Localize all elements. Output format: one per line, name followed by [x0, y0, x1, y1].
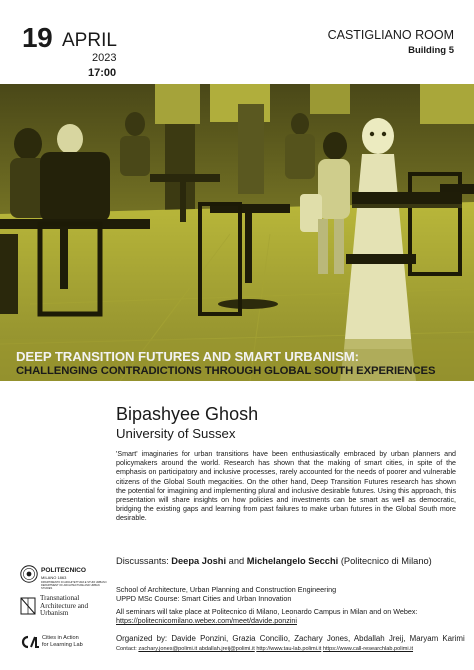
call-lab-link[interactable]: https://www.call-researchlab.polimi.it — [322, 646, 414, 652]
call-logo — [20, 634, 110, 652]
call-mark-icon — [20, 634, 40, 650]
tau-line1: Transnational — [40, 594, 80, 602]
contact-emails[interactable]: zachary.jones@polimi.it abdallah.jreij@polimi.it — [138, 646, 255, 652]
polimi-name: POLITECNICO — [41, 567, 87, 574]
talk-title-line2: CHALLENGING CONTRADICTIONS THROUGH GLOBAL SOUTH EXPERIENCES — [16, 365, 436, 377]
seminar-location-text: All seminars will take place at Politecnico di Milano, Leonardo Campus in Milan and on Webex: — [116, 607, 418, 616]
organizers: Organized by: Davide Ponzini, Grazia Concilio, Zachary Jones, Abdallah Jreij, Maryam Karimi — [116, 634, 465, 643]
tau-mark-icon — [20, 596, 36, 616]
talk-title-line1: DEEP TRANSITION FUTURES AND SMART URBANISM: — [16, 349, 359, 364]
tau-line2: Architecture and — [40, 601, 89, 610]
tau-line3: Urbanism — [40, 609, 69, 618]
event-time: 17:00 — [88, 67, 117, 79]
discussants — [116, 556, 432, 566]
call-wordmark — [42, 635, 83, 649]
event-location — [328, 28, 454, 56]
event-building: Building 5 — [408, 45, 454, 56]
polimi-seal-icon — [20, 565, 38, 583]
discussants-conj: and — [228, 556, 245, 566]
speaker-name: Bipashyee Ghosh — [116, 404, 259, 424]
tau-lab-link[interactable]: http://www.tau-lab.polimi.it — [256, 646, 322, 652]
call-line2: for Learning Lab — [42, 642, 83, 648]
event-room: CASTIGLIANO ROOM — [327, 28, 454, 42]
webex-link[interactable]: https://politecnicomilano.webex.com/meet/davide.ponzini — [116, 616, 297, 625]
polimi-city: MILANO 1863 — [41, 575, 67, 580]
discussant-2: Michelangelo Secchi — [246, 556, 339, 566]
polimi-department: DIPARTIMENTO DI ARCHITETTURA E STUDI URBANI / DEPARTMENT OF ARCHITECTURE AND URBAN STUDIES — [41, 581, 108, 590]
tau-logo — [20, 595, 110, 628]
discussants-affiliation: (Politecnico di Milano) — [340, 556, 432, 566]
contact-line — [116, 646, 413, 652]
discussants-label: Discussants: — [116, 556, 169, 566]
event-year: 2023 — [92, 52, 117, 64]
restaurant-robot-illustration — [0, 84, 474, 381]
tau-wordmark — [40, 595, 88, 618]
speaker-affiliation: University of Sussex — [116, 426, 236, 441]
talk-abstract: 'Smart' imaginaries for urban transitions have been enthusiastically embraced by urban planners and policymakers around the world. Research has shown that the making of smart cities, in spite of the emphasis on participatory and inclusive processes, rarely accounted for the needs of poorer and vulnerable citizens of the Global South megacities. On the other hand, Deep Transition Futures research has shown the potential for imagining and implementing plural and inclusive desirable futures. Using this approach, this presentation will share insights on how policies and investments can be smart as well as democratic, bridging the existing gaps and learning from past failures to make urban futures in the Global South more desirable. — [116, 450, 456, 523]
seminar-location — [116, 607, 456, 625]
talk-title — [16, 349, 461, 377]
event-date — [22, 22, 122, 84]
event-day: 19 — [22, 22, 53, 53]
course-name: UPPD MSc Course: Smart Cities and Urban Innovation — [116, 594, 292, 603]
event-month: APRIL — [62, 30, 117, 51]
contact-label: Contact: — [116, 646, 137, 652]
program-info — [116, 585, 336, 603]
polimi-logo — [20, 564, 110, 592]
discussant-1: Deepa Joshi — [171, 556, 227, 566]
school-name: School of Architecture, Urban Planning and Construction Engineering — [116, 585, 337, 594]
hero-photo — [0, 84, 474, 381]
call-line1: Cities in Action — [42, 635, 79, 641]
